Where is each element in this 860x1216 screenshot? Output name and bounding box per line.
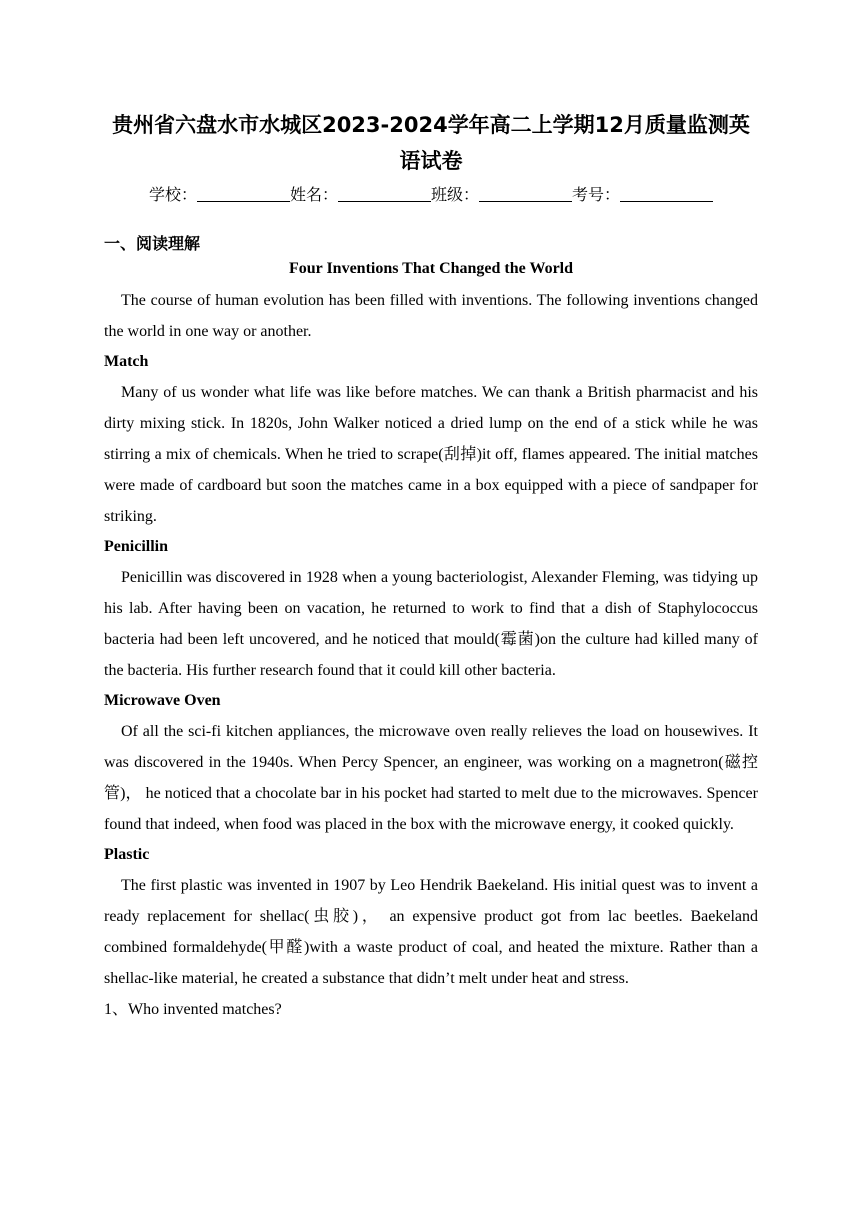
section-text-penicillin: Penicillin was discovered in 1928 when a young bacteriologist, Alexander Fleming, was tidying up his lab. After having been on vacation, he returned to work to find that a dish of Staphylococcus bacteria had been left uncovered, and he noticed that mould(霉菌)on the culture had killed many of the bacteria. His further research found that it could kill other bacteria. bbox=[104, 569, 758, 679]
student-info-line bbox=[104, 183, 758, 207]
passage-body bbox=[104, 285, 758, 1025]
section-text-plastic: The first plastic was invented in 1907 by Leo Hendrik Baekeland. His initial quest was to invent a ready replacement for shellac(虫胶)， an expensive product got from lac beetles. Baekeland combined formaldehyde(甲醛)with a waste product of coal, and heated the mixture. Rather than a shellac-like material, he created a substance that didn’t melt under heat and stress. bbox=[104, 877, 758, 987]
section-heading-plastic: Plastic bbox=[104, 846, 150, 863]
name-blank bbox=[338, 185, 431, 202]
exam-number-label: 考号： bbox=[572, 185, 621, 204]
section-heading-match: Match bbox=[104, 353, 149, 370]
section-heading: 一、阅读理解 bbox=[104, 234, 201, 253]
section-heading-penicillin: Penicillin bbox=[104, 538, 168, 555]
exam-title bbox=[104, 107, 758, 179]
passage-title: Four Inventions That Changed the World bbox=[288, 260, 574, 277]
section-text-microwave-oven: Of all the sci-fi kitchen appliances, the microwave oven really relieves the load on housewives. It was discovered in the 1940s. When Percy Spencer, an engineer, was working on a magnetron(磁控管)， he noticed that a chocolate bar in his pocket had started to melt due to the microwaves. Spencer found that indeed, when food was placed in the box with the microwave energy, it cooked quickly. bbox=[104, 723, 758, 833]
passage-intro: The course of human evolution has been filled with inventions. The following inventions changed the world in one way or another. bbox=[104, 292, 758, 340]
section-text-match: Many of us wonder what life was like before matches. We can thank a British pharmacist and his dirty mixing stick. In 1820s, John Walker noticed a dried lump on the end of a stick while he was stirring a mix of chemicals. When he tried to scrape(刮掉)it off, flames appeared. The initial matches were made of cardboard but soon the matches came in a box equipped with a piece of sandpaper for striking. bbox=[104, 384, 758, 525]
section-heading-microwave-oven: Microwave Oven bbox=[104, 692, 221, 709]
school-blank bbox=[197, 185, 290, 202]
exam-number-blank bbox=[620, 185, 713, 202]
exam-title-line-1: 贵州省六盘水市水城区2023-2024学年高二上学期12月质量监测英 bbox=[112, 113, 750, 137]
class-blank bbox=[479, 185, 572, 202]
question-1: 1、Who invented matches? bbox=[104, 1001, 282, 1018]
school-label: 学校： bbox=[148, 185, 197, 204]
class-label: 班级： bbox=[431, 185, 480, 204]
name-label: 姓名： bbox=[289, 185, 338, 204]
exam-title-line-2: 语试卷 bbox=[399, 149, 463, 173]
